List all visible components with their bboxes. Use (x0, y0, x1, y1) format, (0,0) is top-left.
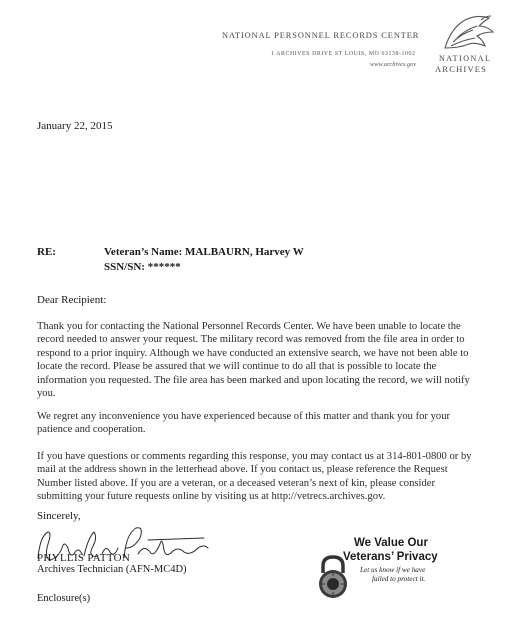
letterhead-website: www.archives.gov (370, 61, 417, 68)
letterhead-org-name: NATIONAL PERSONNEL RECORDS CENTER (222, 31, 420, 40)
enclosure-note: Enclosure(s) (37, 593, 91, 604)
privacy-badge-title-line1: We Value Our (354, 537, 428, 549)
signer-name: PHYLLIS PATTON (37, 552, 131, 564)
body-paragraph: If you have questions or comments regarding this response, you may contact us at 314-801-0800 or by mail at the address shown in the letterhead above. If you contact us, please reference the Request Number listed above. If you are a veteran, or a deceased veteran’s next of kin, please consider submitting your future requests online by visiting us at http://vetrecs.archives.gov. (37, 451, 472, 503)
closing-sincerely: Sincerely, (37, 510, 81, 522)
eagle-logo-icon (437, 8, 497, 54)
agency-name-line2: ARCHIVES (435, 64, 488, 74)
re-veteran-name: Veteran’s Name: MALBAURN, Harvey W (104, 246, 304, 258)
letterhead-address: 1 ARCHIVES DRIVE ST LOUIS, MO 63138-1002 (271, 51, 416, 57)
body-paragraph: We regret any inconvenience you have experienced because of this matter and thank you for your patience and cooperation. (37, 411, 451, 436)
agency-name-line1: NATIONAL (439, 54, 492, 63)
privacy-badge-tagline-line2: failed to protect it. (372, 575, 426, 583)
signer-title: Archives Technician (AFN-MC4D) (37, 564, 187, 575)
privacy-badge-tagline-line1: Let us know if we have (360, 566, 426, 574)
privacy-badge-title-line2: Veterans’ Privacy (343, 551, 438, 563)
re-label: RE: (37, 246, 56, 258)
re-ssn: SSN/SN: ****** (104, 261, 181, 273)
salutation: Dear Recipient: (37, 294, 107, 306)
body-paragraph: Thank you for contacting the National Personnel Records Center. We have been unable to locate the record needed to answer your request. The military record was removed from the file area in order to respond to a prior inquiry. Although we have conducted an extensive search, we have not been able to locate the record. Please be assured that we will continue to do all that is possible to locate the information you requested. The file area has been marked and upon locating the record, we will notify you. (37, 321, 470, 400)
letter-date: January 22, 2015 (37, 120, 113, 132)
